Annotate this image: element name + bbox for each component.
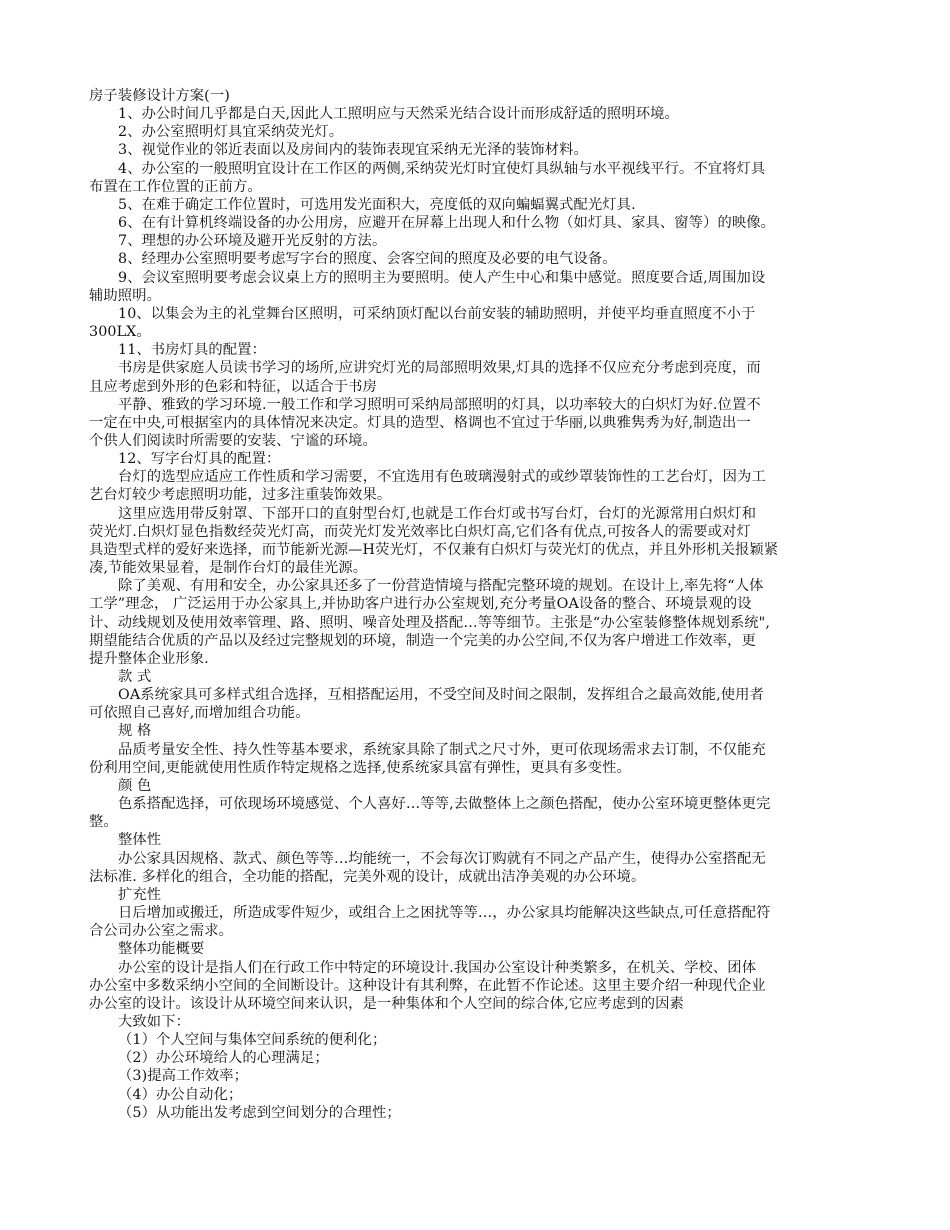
text-line: 5、在难于确定工作位置时，可选用发光面积大，亮度低的双向蝙蝠翼式配光灯具.	[118, 196, 636, 213]
text-line: 艺台灯较少考虑照明功能，过多注重装饰效果。	[89, 487, 392, 504]
text-line: 份利用空间,更能就使用性质作特定规格之选择,使系统家具富有弹性，更具有多变性。	[89, 759, 631, 776]
text-line: 规 格	[118, 723, 152, 740]
text-line: 10、以集会为主的礼堂舞台区照明，可采纳顶灯配以台前安装的辅助照明，并使平均垂直照度不小于	[118, 305, 756, 322]
text-line: 计、动线规划及使用效率管理、路、照明、噪音处理及搭配…等等细节。主张是“办公室装修整体规划系统",	[89, 614, 770, 631]
text-line: 款 式	[118, 669, 152, 685]
text-line: 办公室的设计。该设计从环境空间来认识，是一种集体和个人空间的综合体,它应考虑到的因素	[89, 995, 684, 1012]
text-line: （2）办公环境给人的心理满足；	[118, 1050, 329, 1067]
text-line: （5）从功能出发考虑到空间划分的合理性；	[118, 1104, 401, 1121]
text-line: 大致如下：	[118, 1013, 190, 1030]
text-line: 办公家具因规格、款式、颜色等等…均能统一，不会每次订购就有不同之产品产生，使得办公室搭配无	[118, 850, 766, 867]
text-line: 提升整体企业形象.	[89, 650, 209, 667]
text-line: 工学”理念， 广泛运用于办公家具上,并协助客户进行办公室规划,充分考量OA设备的整合、环境景观的设	[89, 596, 752, 613]
text-line: 12、写字台灯具的配置：	[118, 451, 281, 468]
text-line: 个供人们阅读时所需要的安装、宁谧的环境。	[89, 432, 377, 449]
text-line: 除了美观、有用和安全，办公家具还多了一份营造情境与搭配完整环境的规划。在设计上,率先将“人体	[118, 578, 764, 595]
text-line: （4）办公自动化；	[118, 1086, 243, 1103]
text-line: 11、书房灯具的配置：	[118, 342, 266, 359]
text-line: 可依照自己喜好,而增加组合功能。	[89, 705, 310, 722]
text-line: （1）个人空间与集体空间系统的便利化；	[118, 1032, 387, 1049]
text-line: 且应考虑到外形的色彩和特征，以适合于书房	[89, 378, 377, 395]
text-line: 法标准. 多样化的组合，全功能的搭配，完美外观的设计，成就出洁净美观的办公环境。	[89, 868, 646, 885]
text-line: 7、理想的办公环境及避开光反射的方法。	[118, 233, 387, 250]
text-line: 荧光灯.白炽灯显色指数经荧光灯高，而荧光灯发光效率比白炽灯高,它们各有优点,可按各人的需要或对灯	[89, 523, 751, 540]
text-line: 期望能结合优质的产品以及经过完整规划的环境，制造一个完美的办公空间,不仅为客户增进工作效率，更	[89, 632, 756, 649]
text-line: 这里应选用带反射罩、下部开口的直射型台灯,也就是工作台灯或书写台灯，台灯的光源常用白炽灯和	[118, 505, 757, 522]
document-page	[89, 87, 861, 1122]
text-line: 日后增加或搬迁，所造成零件短少，或组合上之困扰等等…，办公家具均能解决这些缺点,可任意搭配符	[118, 905, 771, 922]
text-line: 品质考量安全性、持久性等基本要求，系统家具除了制式之尺寸外，更可依现场需求去订制，不仅能充	[118, 741, 766, 758]
text-line: 1、办公时间几乎都是白天,因此人工照明应与天然采光结合设计而形成舒适的照明环境。	[118, 106, 679, 123]
text-line: 布置在工作位置的正前方。	[89, 178, 262, 195]
text-line: 整体功能概要	[118, 941, 205, 958]
text-line: 8、经理办公室照明要考虑写字台的照度、会客空间的照度及必要的电气设备。	[118, 251, 617, 268]
text-line: 办公室的设计是指人们在行政工作中特定的环境设计.我国办公室设计种类繁多，在机关、学校、团体	[118, 959, 757, 976]
text-line: 具造型式样的爱好来选择，而节能新光源—H荧光灯，不仅兼有白炽灯与荧光灯的优点，并且外形机关报颖紧	[89, 541, 779, 558]
text-line: 台灯的选型应适应工作性质和学习需要，不宜选用有色玻璃漫射式的或纱罩装饰性的工艺台灯，因为工	[118, 469, 766, 486]
text-line: 颜 色	[118, 777, 152, 794]
text-line: 整体性	[118, 832, 162, 849]
text-line: 平静、雅致的学习环境.一般工作和学习照明可采纳局部照明的灯具，以功率较大的白炽灯为好.位置不	[118, 396, 761, 413]
document-title: 房子装修设计方案(一)	[89, 88, 230, 104]
document-body	[89, 105, 861, 1122]
text-line: 2、办公室照明灯具宜采纳荧光灯。	[118, 124, 344, 141]
text-line: 书房是供家庭人员读书学习的场所,应讲究灯光的局部照明效果,灯具的选择不仅应充分考虑到亮度，而	[118, 360, 761, 377]
text-line: 3、视觉作业的邻近表面以及房间内的装饰表现宜采纳无光泽的装饰材料。	[118, 142, 588, 159]
text-line: 6、在有计算机终端设备的办公用房，应避开在屏幕上出现人和什么物（如灯具、家具、窗等）的映像。	[118, 215, 776, 232]
text-line: 整。	[89, 814, 118, 831]
text-line: 300LX。	[89, 324, 151, 341]
text-line: 合公司办公室之需求。	[89, 923, 233, 940]
text-line: （3)提高工作效率；	[118, 1068, 249, 1085]
text-line: 扩充性	[118, 886, 162, 903]
text-line: 辅助照明。	[89, 287, 161, 304]
text-line: 色系搭配选择，可依现场环境感觉、个人喜好…等等,去做整体上之颜色搭配，使办公室环境更整体更完	[118, 796, 771, 813]
text-line: 凑,节能效果显着，是制作台灯的最佳光源。	[89, 560, 368, 577]
text-line: 9、会议室照明要考虑会议桌上方的照明主为要照明。使人产生中心和集中感觉。照度要合适,周围加设	[118, 269, 766, 286]
text-line: 办公室中多数采纳小空间的全间断设计。这种设计有其利弊，在此暂不作论述。这里主要介绍一种现代企业	[89, 977, 766, 994]
text-line: OA系统家具可多样式组合选择，互相搭配运用，不受空间及时间之限制，发挥组合之最高效能,使用者	[118, 687, 764, 704]
text-line: 一定在中央,可根据室内的具体情况来决定。灯具的造型、格调也不宜过于华丽,以典雅隽秀为好,制造出一	[89, 414, 751, 431]
text-line: 4、办公室的一般照明宜设计在工作区的两侧,采纳荧光灯时宜使灯具纵轴与水平视线平行。不宜将灯具	[118, 160, 766, 177]
